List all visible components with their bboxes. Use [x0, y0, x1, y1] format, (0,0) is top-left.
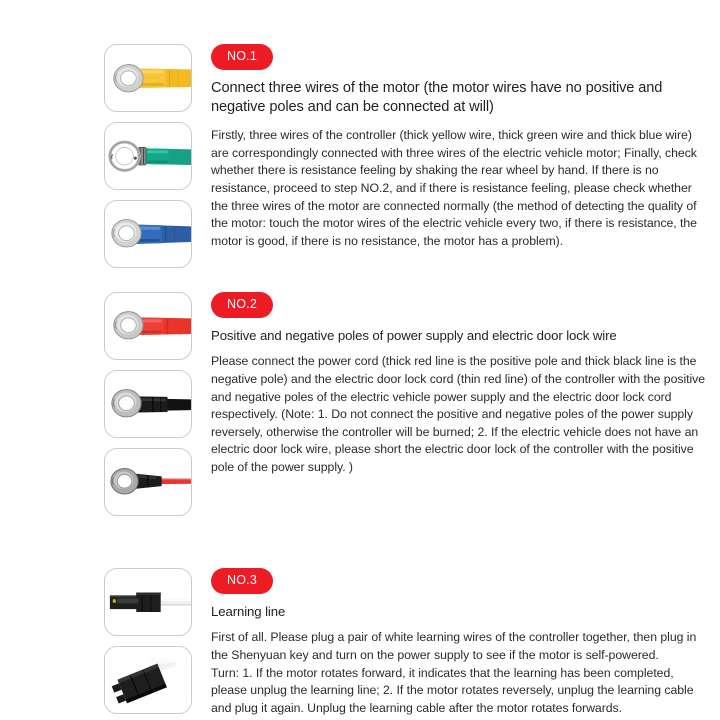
black-ring-terminal-illustration: [105, 371, 191, 437]
green-ring-terminal-photo: [104, 122, 192, 190]
white-learning-connector-photo: [104, 568, 192, 636]
section-no-3: [104, 568, 711, 717]
step-title-no-3: Learning line: [211, 603, 286, 619]
black-ring-terminal-photo: [104, 370, 192, 438]
red-ring-terminal-photo: [104, 292, 192, 360]
step-title-no-1: Connect three wires of the motor (the motor wires have no positive and negative poles and can be connected at will): [211, 79, 663, 116]
text-column-no-3: [211, 568, 711, 717]
red-ring-terminal-illustration: [105, 293, 191, 359]
text-column-no-2: [211, 292, 711, 477]
yellow-ring-terminal-photo: [104, 44, 192, 112]
photo-gallery-no-2: [104, 292, 192, 516]
white-learning-connector-angled-illustration: [105, 647, 191, 713]
blue-ring-terminal-photo: [104, 200, 192, 268]
green-ring-terminal-illustration: [105, 123, 191, 189]
section-no-1: [104, 44, 711, 268]
white-learning-connector-angled-photo: [104, 646, 192, 714]
step-body-no-3: First of all. Please plug a pair of white learning wires of the controller together, then plug in the Shenyuan key and turn on the power supply to see if the motor is self-powered.: [211, 630, 697, 663]
step-body2-no-3: Turn: 1. If the motor rotates forward, it indicates that the learning has been completed, please unplug the learning line; 2. If the motor rotates reversely, unplug the learning cable and plug it again. Unplug the learning cable after the motor rotates forwards.: [211, 665, 694, 715]
blue-ring-terminal-illustration: [105, 201, 191, 267]
text-column-no-1: [211, 44, 711, 250]
photo-gallery-no-3: [104, 568, 192, 714]
step-badge-no-2: NO.2: [211, 292, 273, 318]
white-learning-connector-illustration: [105, 569, 191, 635]
step-badge-no-3: NO.3: [211, 568, 273, 594]
thin-red-door-lock-wire-photo: [104, 448, 192, 516]
section-no-2: [104, 292, 711, 516]
step-title-no-2: Positive and negative poles of power supply and electric door lock wire: [211, 327, 617, 343]
step-body-no-1: Firstly, three wires of the controller (thick yellow wire, thick green wire and thick blue wire) are correspondingly connected with three wires of the electric vehicle motor; Finally, check whether there is resistance feeling by shaking the rear wheel by hand. If there is no resistance, proceed to step NO.2, and if there is resistance feeling, please check whether the three wires of the motor are connected normally (the method of detecting the quality of the motor: touch the motor wires of the electric vehicle every two, if there is resistance, the motor is good, if there is no resistance, the motor has a problem).: [211, 128, 697, 248]
step-badge-no-1: NO.1: [211, 44, 273, 70]
step-body-no-2: Please connect the power cord (thick red line is the positive pole and thick black line is the negative pole) and the electric door lock cord (thin red line) of the controller with the positive and negative poles of the electric vehicle power supply and the electric door lock cord respectively. (Note: 1. Do not connect the positive and negative poles of the power supply reversely, otherwise the controller will be burned; 2. If the electric vehicle does not have an electric door lock wire, please short the electric door lock of the controller with the positive pole of the power supply. ): [211, 354, 706, 474]
yellow-ring-terminal-illustration: [105, 45, 191, 111]
thin-red-wire-terminal-illustration: [105, 449, 191, 515]
photo-gallery-no-1: [104, 44, 192, 268]
